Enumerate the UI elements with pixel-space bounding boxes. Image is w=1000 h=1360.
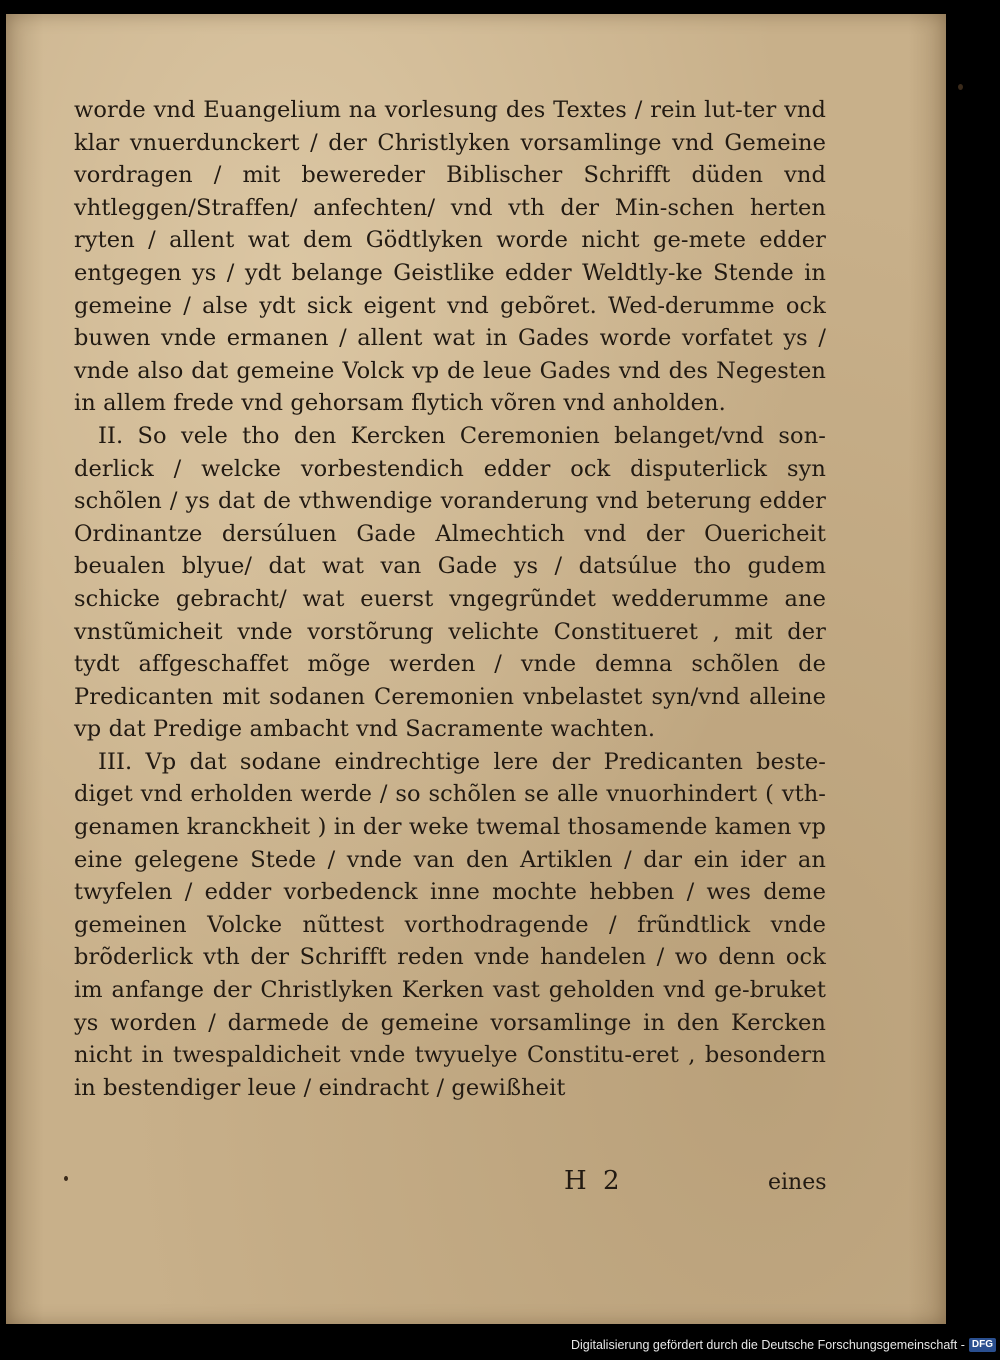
signature-mark: H 2 [564,1166,624,1196]
paper-speck [64,1176,68,1181]
paragraph-3: III. Vp dat sodane eindrechtige lere der Predicanten beste-diget vnd erholden werde / so schõlen se alle vnuorhindert ( vth-genamen kranckheit ) in der weke twemal thosamende kamen vp eine gelegene Stede / vnde van den Artiklen / dar ein ider an twyfelen / edder vorbedenck inne mochte hebben / wes deme gemeinen Volcke nũttest vorthodragende / frũndtlick vnde brõderlick vth der Schrifft reden vnde handelen / wo denn ock im anfange der Christlyken Kerken vast geholden vnd ge-bruket ys worden / darmede de gemeine vorsamlinge in den Kercken nicht in twespaldicheit vnde twyuelye Constitu-eret , besondern in bestendiger leue / eindracht / gewißheit [74,748,826,1101]
book-page [6,14,946,1324]
catchword: eines [768,1170,827,1195]
paragraph-1: worde vnd Euangelium na vorlesung des Textes / rein lut-ter vnd klar vnuerdunckert / der Christlyken vorsamlinge vnd Gemeine vordragen / mit bewereder Biblischer Schrifft düden vnd vhtleggen/Straffen/ anfechten/ vnd vth der Min-schen herten ryten / allent wat dem Gödtlyken worde nicht ge-mete edder entgegen ys / ydt belange Geistlike edder Weldtly-ke Stende in gemeine / alse ydt sick eigent vnd gebõret. Wed-derumme ock buwen vnde ermanen / allent wat in Gades worde vorfatet ys / vnde also dat gemeine Volck vp de leue Gades vnd des Negesten in allem frede vnd gehorsam flytich võren vnd anholden. [74,97,826,417]
paragraph-2: II. So vele tho den Kercken Ceremonien belanget/vnd son-derlick / welcke vorbestendich edder ock disputerlick syn schõlen / ys dat de vthwendige voranderung vnd beterung edder Ordinantze dersúluen Gade Almechtich vnd der Ouericheit beualen blyue/ dat wat van Gade ys / datsúlue tho gudem schicke gebracht/ wat euerst vngegrũndet wedderumme ane vnstũmicheit vnde vorstõrung velichte Constitueret , mit der tydt affgeschaffet mõge werden / vnde demna schõlen de Predicanten mit sodanen Ceremonien vnbelastet syn/vnd alleine vp dat Predige ambacht vnd Sacramente wachten. [74,422,826,743]
paper-speck [958,84,963,90]
credit-text: Digitalisierung gefördert durch die Deutsche Forschungsgemeinschaft - [570,1338,965,1352]
digitization-credit-bar [571,1332,996,1358]
page-body-text [74,94,826,1104]
dfg-logo: DFG [969,1338,996,1352]
